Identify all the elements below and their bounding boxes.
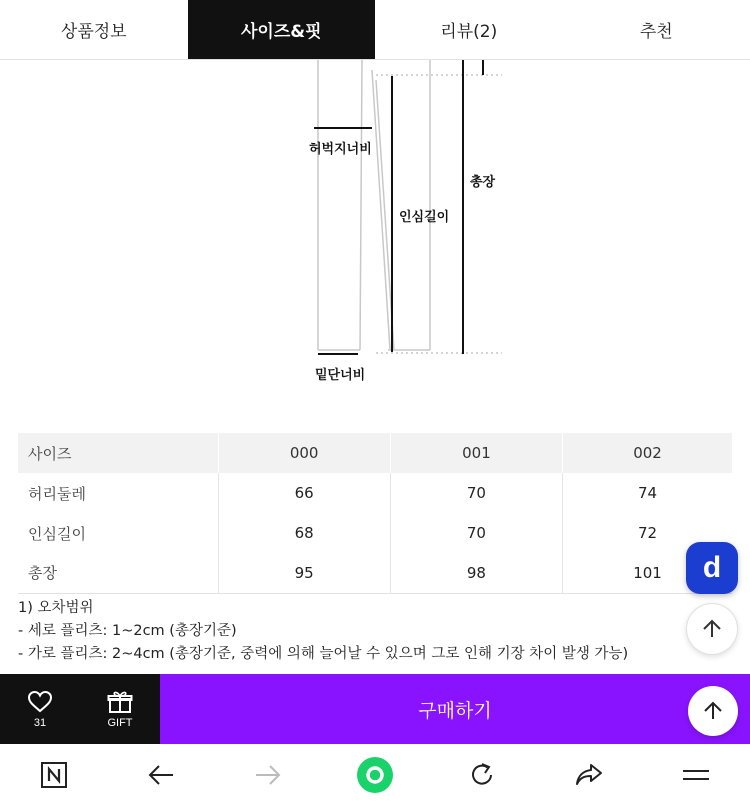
menu-button[interactable]: [666, 750, 726, 800]
tab-size-fit[interactable]: 사이즈&핏: [188, 0, 376, 59]
refresh-button[interactable]: [452, 750, 512, 800]
share-icon: [574, 762, 604, 788]
purchase-bar: [0, 674, 750, 744]
d-app-button[interactable]: [686, 542, 738, 594]
table-header-row: [18, 433, 732, 473]
scroll-top-button[interactable]: [686, 603, 738, 655]
pants-outline: [318, 60, 430, 350]
pants-diagram: [0, 60, 750, 400]
table-cell: 101: [563, 553, 732, 593]
row-label: 인심길이: [28, 524, 86, 543]
note-line: - 가로 플리츠: 2~4cm (총장기준, 중력에 의해 늘어날 수 있으며 그로 인해 기장 차이 발생 가능): [18, 646, 629, 662]
total-length-label: 총장: [470, 175, 496, 190]
table-cell: 66: [218, 473, 390, 513]
table-header-cell: 000: [218, 433, 390, 473]
buy-label: 구매하기: [418, 699, 492, 722]
table-header-cell: 002: [563, 433, 732, 473]
tab-recommend[interactable]: 추천: [639, 22, 673, 42]
scroll-top-button-secondary[interactable]: [688, 686, 738, 736]
back-arrow-icon: [147, 763, 175, 787]
arrow-up-icon: [702, 700, 724, 722]
table-header-cell: 사이즈: [18, 433, 218, 473]
table-row: [18, 513, 732, 553]
like-count: 31: [33, 716, 47, 729]
tab-product-info[interactable]: 상품정보: [60, 22, 127, 42]
purchase-actions: [0, 674, 160, 744]
gift-label: GIFT: [107, 716, 133, 729]
forward-button[interactable]: [238, 750, 298, 800]
thigh-width-label: 허벅지너비: [309, 142, 372, 157]
hem-width-label: 밑단너비: [315, 368, 366, 383]
heart-icon: [27, 690, 53, 714]
table-cell: 72: [563, 513, 732, 553]
menu-icon: [681, 764, 711, 786]
share-button[interactable]: [559, 750, 619, 800]
note-line: - 세로 플리츠: 1~2cm (총장기준): [18, 623, 237, 639]
green-circle-icon: [355, 755, 395, 795]
row-label: 허리둘레: [28, 484, 86, 503]
inseam-label: 인심길이: [399, 210, 450, 225]
arrow-up-icon: [701, 618, 723, 640]
d-logo-icon: d: [702, 551, 722, 584]
tab-bar: [0, 0, 750, 60]
size-diagram: [0, 60, 750, 400]
naver-home-button[interactable]: [24, 750, 84, 800]
refresh-icon: [468, 761, 496, 789]
gift-icon: [107, 690, 133, 714]
row-label: 총장: [18, 553, 218, 593]
forward-arrow-icon: [254, 763, 282, 787]
table-header-cell: 001: [390, 433, 562, 473]
size-notes: [18, 597, 628, 666]
table-row: [18, 473, 732, 513]
gift-button[interactable]: [80, 674, 160, 744]
buy-button[interactable]: [160, 674, 750, 744]
note-line: 1) 오차범위: [18, 600, 94, 616]
table-cell: 74: [563, 473, 732, 513]
tab-reviews[interactable]: 리뷰(2): [440, 22, 498, 42]
table-cell: 70: [390, 473, 562, 513]
table-cell: 68: [218, 513, 390, 553]
table-cell: 98: [390, 553, 562, 593]
table-row: [18, 553, 732, 593]
size-table: [18, 433, 732, 594]
back-button[interactable]: [131, 750, 191, 800]
green-dot-button[interactable]: [345, 750, 405, 800]
browser-toolbar: [0, 744, 750, 806]
like-button[interactable]: [0, 674, 80, 744]
table-cell: 95: [218, 553, 390, 593]
table-cell: 70: [390, 513, 562, 553]
naver-n-icon: [40, 761, 68, 789]
